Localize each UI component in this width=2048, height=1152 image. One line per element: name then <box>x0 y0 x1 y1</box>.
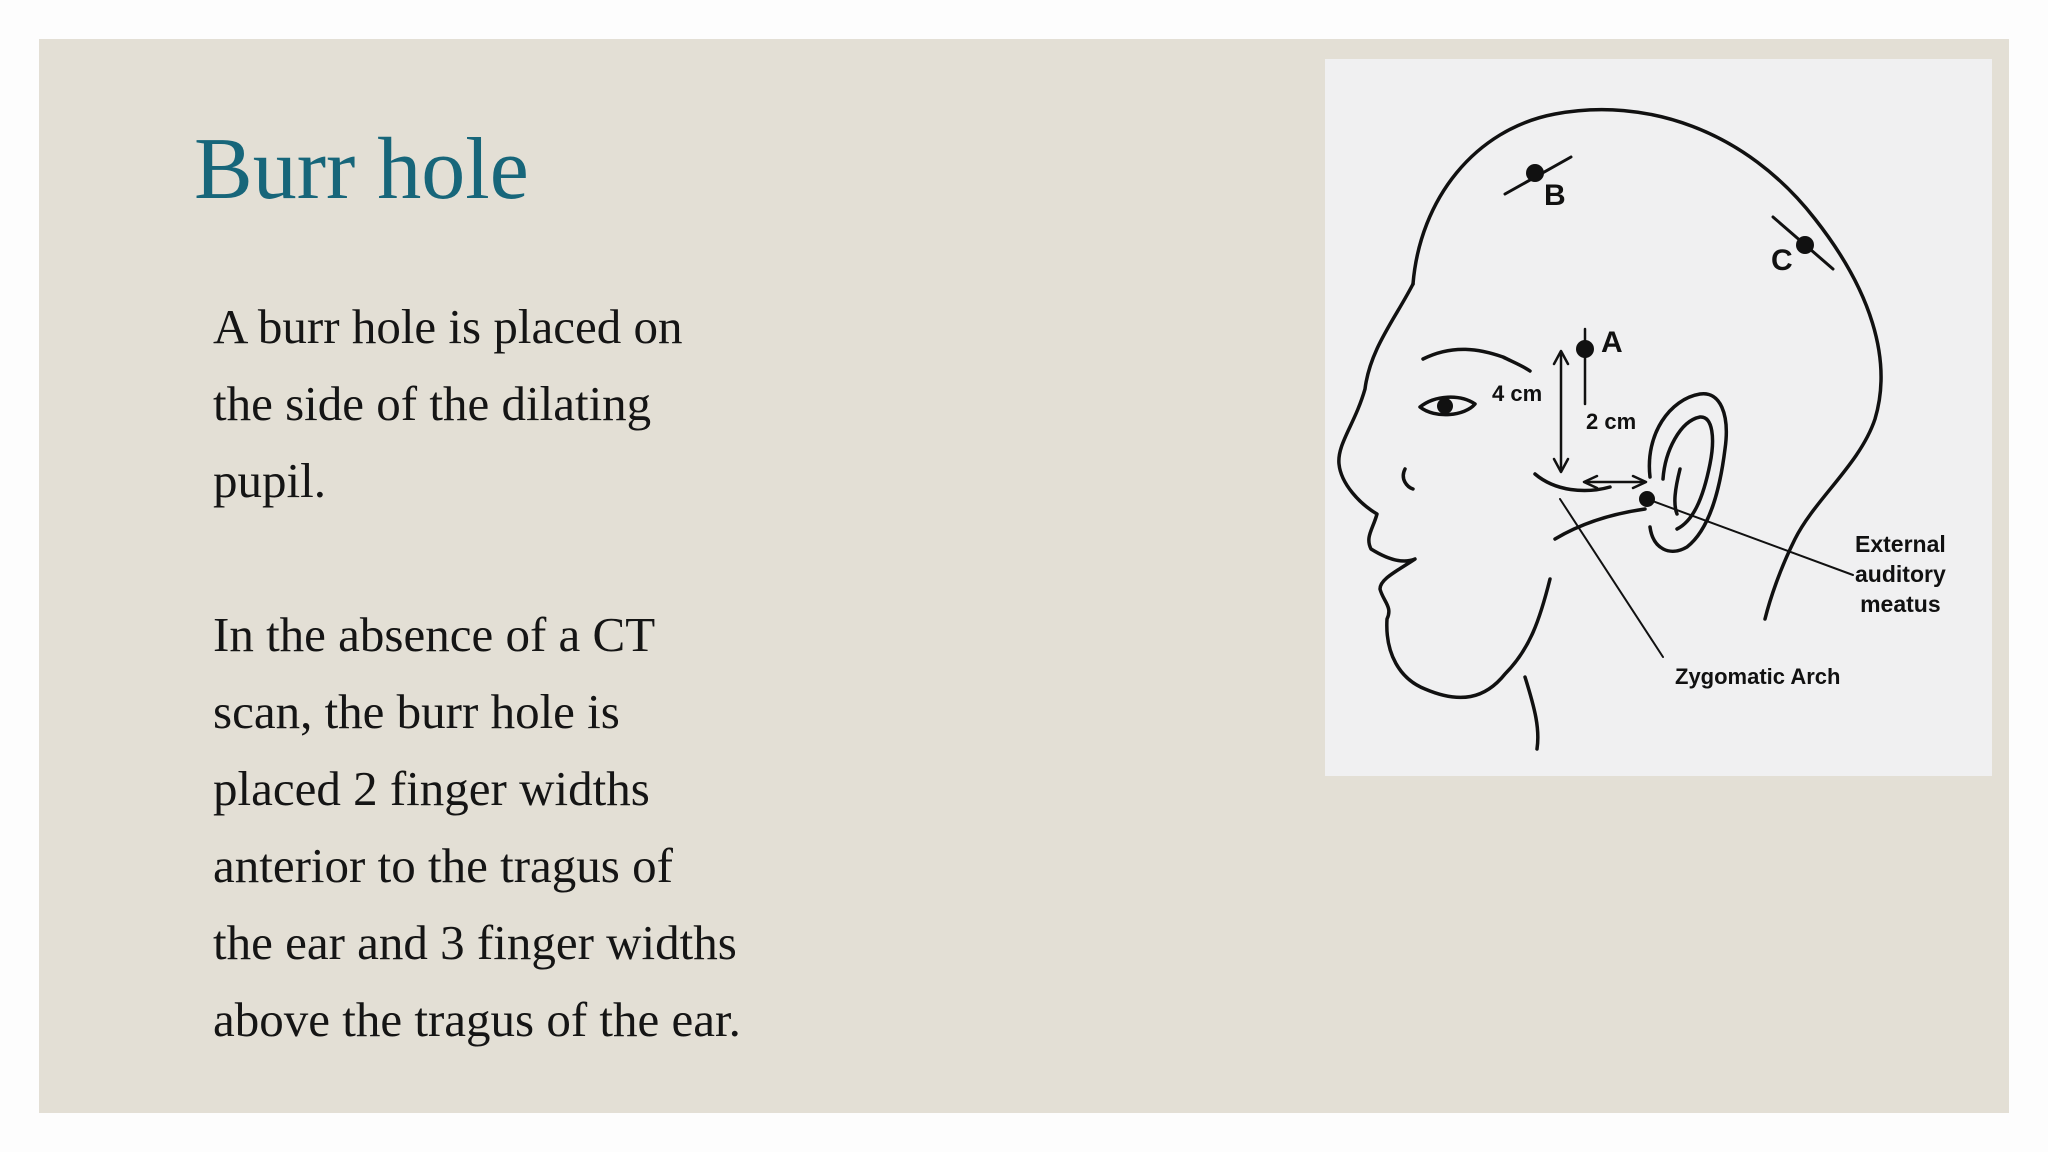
head-outline-drawing <box>1325 59 1992 776</box>
slide <box>39 39 2009 1113</box>
head-outline <box>1413 110 1881 619</box>
point-a-label: A <box>1601 326 1623 359</box>
point-b-label: B <box>1544 179 1566 212</box>
vertical-distance-label: 4 cm <box>1492 381 1543 406</box>
point-c-label: C <box>1771 244 1793 277</box>
horizontal-distance-label: 2 cm <box>1586 409 1637 434</box>
ear <box>1649 394 1726 552</box>
head-diagram <box>1325 59 1992 776</box>
body-paragraph-1: A burr hole is placed on the side of the dilating pupil. <box>213 299 683 508</box>
external-auditory-meatus-label: External auditory meatus <box>1855 531 1946 617</box>
zygomatic-arch-label: Zygomatic Arch <box>1675 664 1841 689</box>
eyebrow <box>1423 349 1530 371</box>
slide-title: Burr hole <box>194 121 529 218</box>
slide-body <box>213 288 813 1058</box>
face-profile <box>1339 284 1550 697</box>
body-paragraph-2: In the absence of a CT scan, the burr hole is placed 2 finger widths anterior to the tragus of the ear and 3 finger widths above the tragus of the ear. <box>213 607 741 1047</box>
neck-line <box>1525 677 1538 749</box>
